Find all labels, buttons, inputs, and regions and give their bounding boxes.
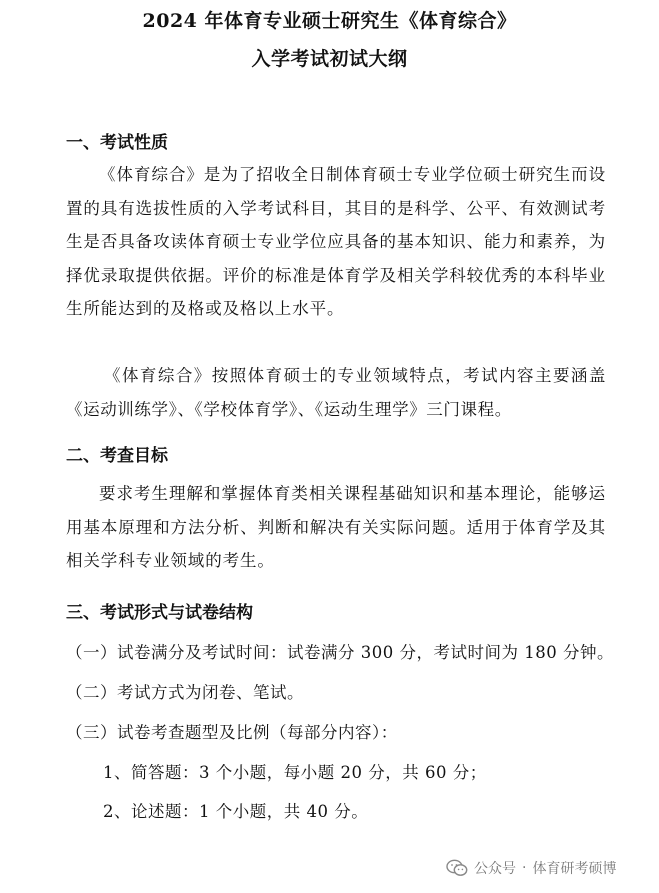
section-1-paragraph-1: 《体育综合》是为了招收全日制体育硕士专业学位硕士研究生而设置的具有选拔性质的入学考试科目，其目的是科学、公平、有效测试考生是否具备攻读体育硕士专业学位应具备的基本知识、能力和素养，为择优录取提供依据。评价的标准是体育学及相关学科较优秀的本科毕业生所能达到的及格或及格以上水平。 [66,165,606,318]
document-title: 2024 年体育专业硕士研究生《体育综合》 [142,10,517,32]
section-heading-3: 三、考试形式与试卷结构 [66,603,253,623]
section-1-paragraph-2: 《体育综合》按照体育硕士的专业领域特点，考试内容主要涵盖《运动训练学》、《学校体育学》、《运动生理学》三门课程。 [66,366,606,419]
section-heading-1: 一、考试性质 [66,133,168,153]
document-subtitle: 入学考试初试大纲 [251,48,408,70]
wechat-watermark [446,857,616,879]
watermark-prefix: 公众号 [474,861,516,877]
exam-subitem-1: 1、简答题：3 个小题，每小题 20 分，共 60 分； [103,763,487,782]
watermark-account: 体育研考硕博 [532,861,617,877]
exam-item-3: （三）试卷考查题型及比例（每部分内容）： [66,723,398,742]
section-heading-2: 二、考查目标 [66,446,168,466]
wechat-icon [446,859,468,877]
section-2-paragraph-1: 要求考生理解和掌握体育类相关课程基础知识和基本理论，能够运用基本原理和方法分析、判断和解决有关实际问题。适用于体育学及其相关学科专业领域的考生。 [66,484,606,570]
exam-item-2: （二）考试方式为闭卷、笔试。 [66,683,304,702]
watermark-separator: · [522,860,527,876]
exam-item-1: （一）试卷满分及考试时间：试卷满分 300 分，考试时间为 180 分钟。 [66,643,614,662]
exam-subitem-2: 2、论述题：1 个小题，共 40 分。 [103,802,369,821]
